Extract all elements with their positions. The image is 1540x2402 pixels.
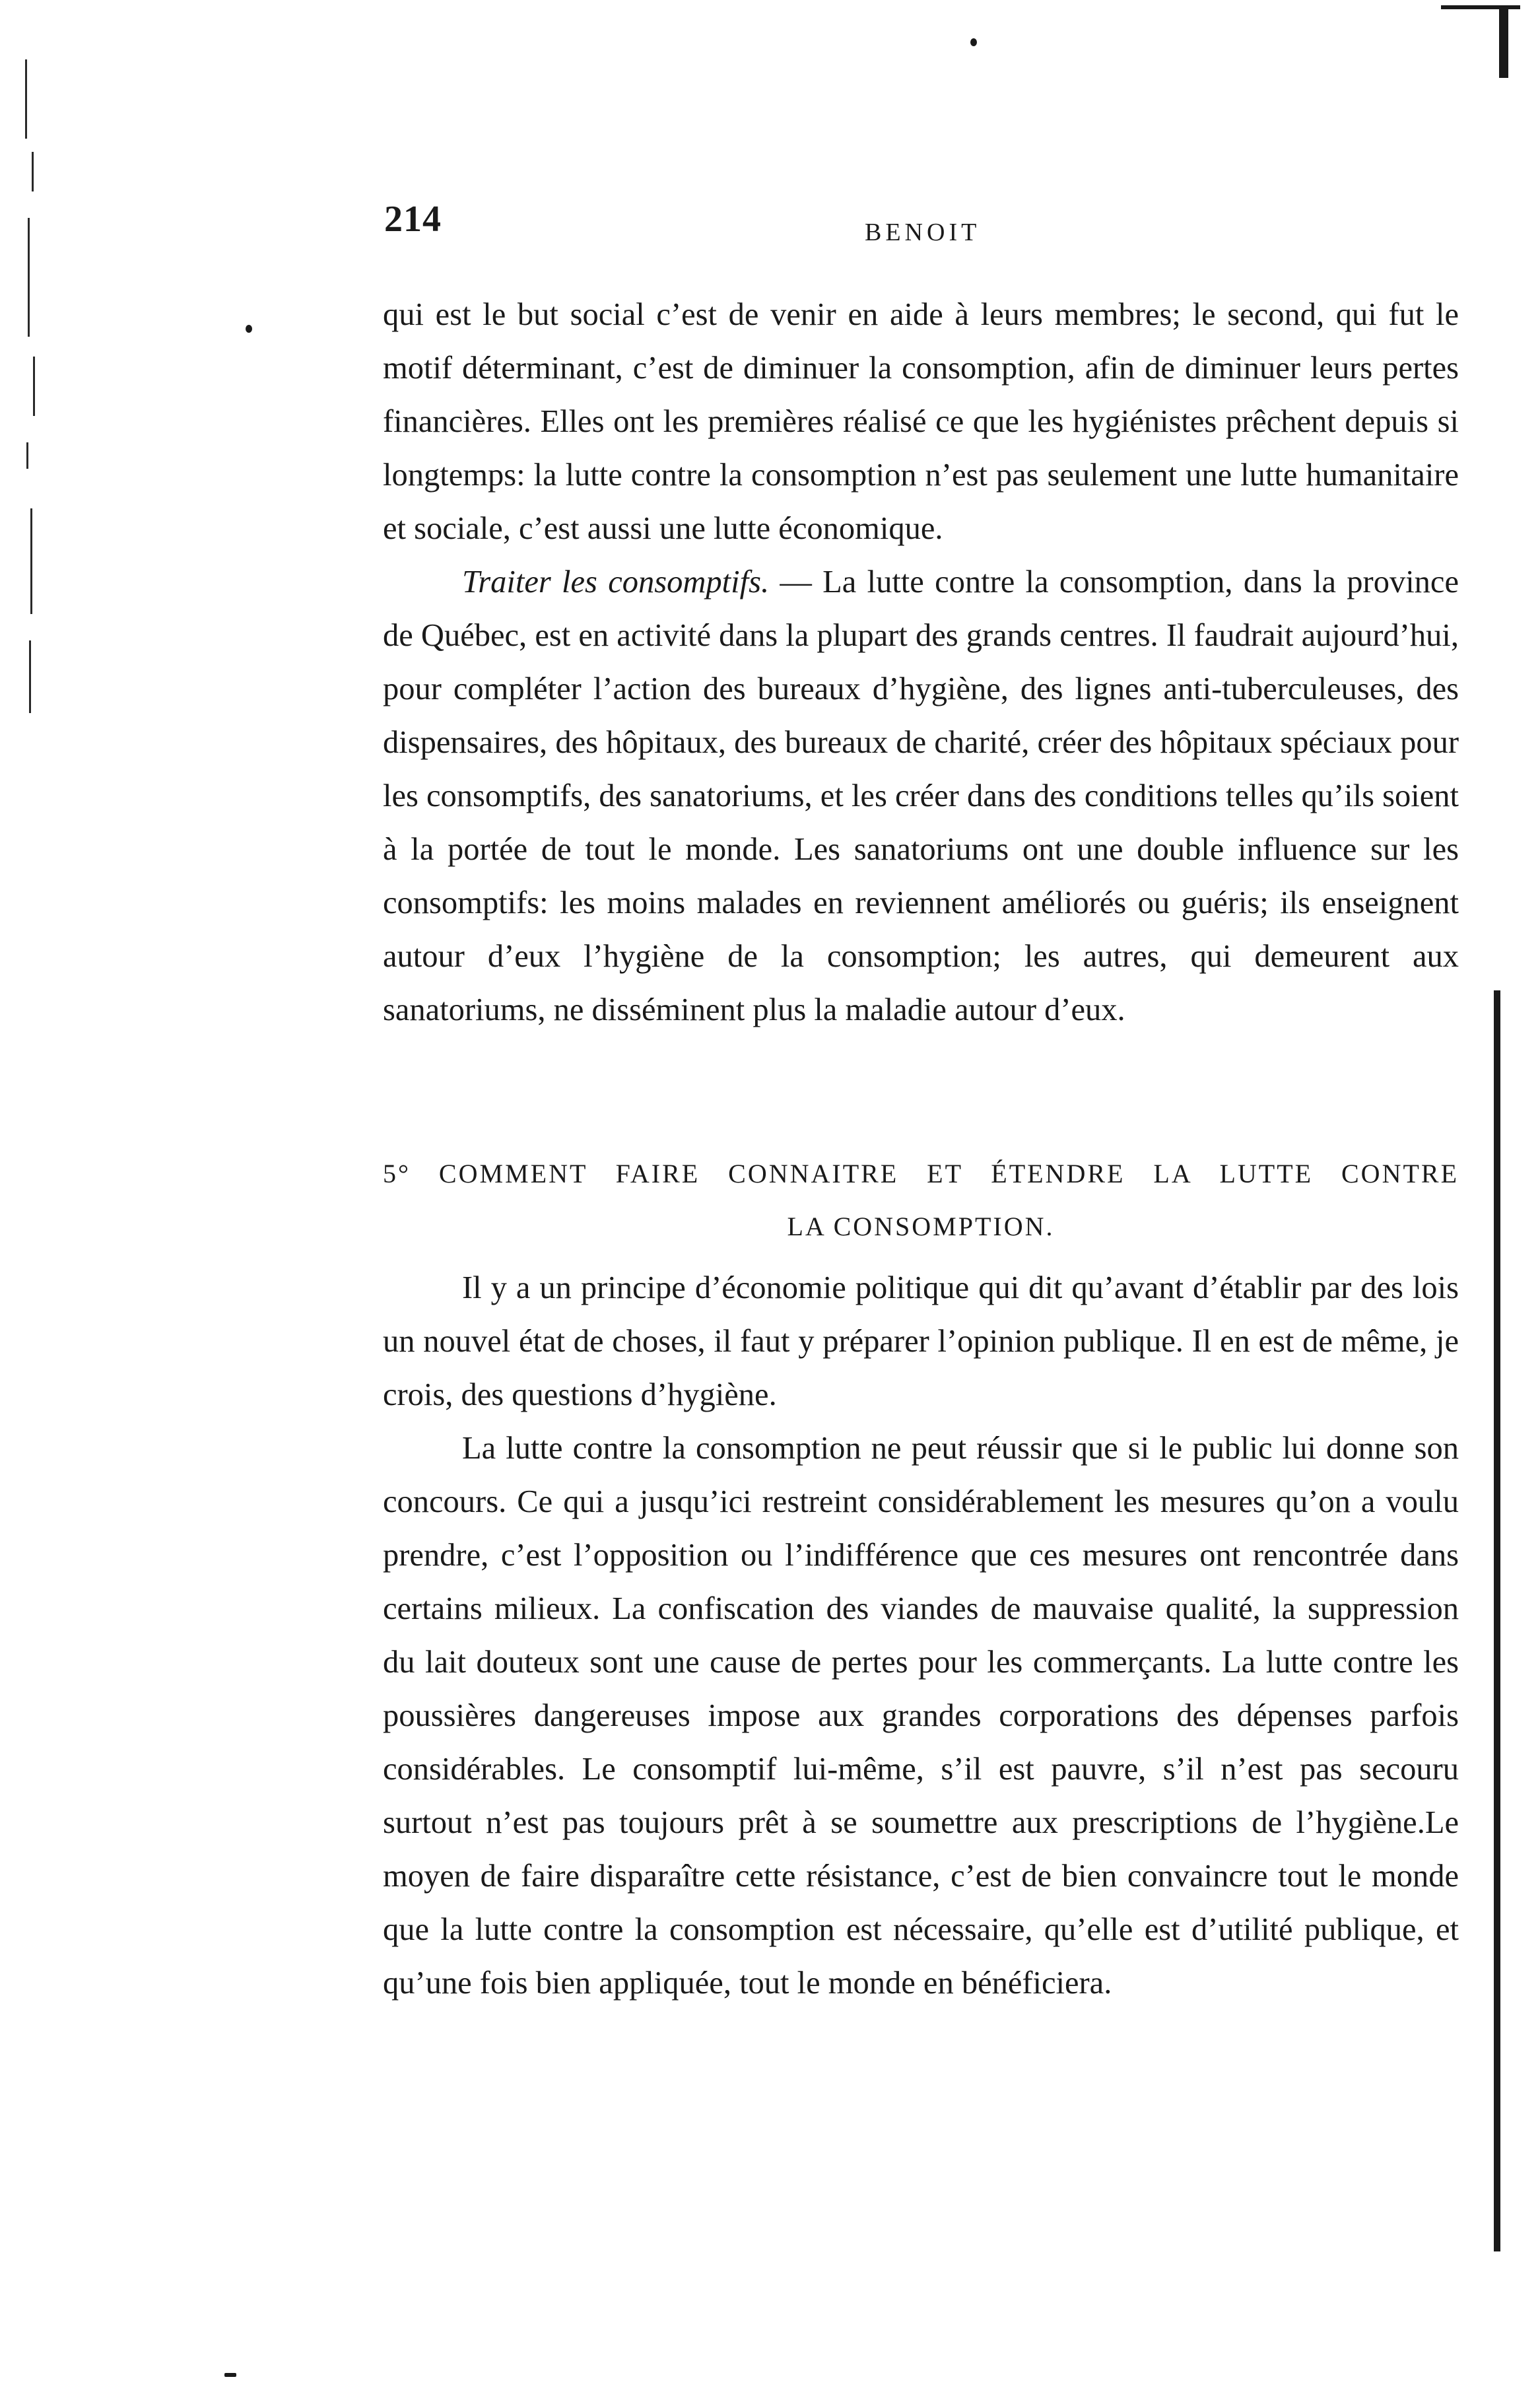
paragraph-lead-italic: Traiter les consomptifs.	[462, 565, 770, 600]
body-text-top	[383, 288, 1459, 1037]
scan-speck	[970, 38, 977, 46]
scan-corner-mark	[1441, 0, 1520, 92]
paragraph	[383, 1422, 1459, 2010]
scan-edge-rule	[1494, 990, 1500, 2251]
paragraph-text: qui est le but social c’est de venir en aide à leurs membres; le second, qui fut le motif déterminant, c’est de diminuer la consomption, afin de diminuer leurs pertes financières. Elles ont les premières réalisé ce que les hygiénistes prêchent depuis si longtemps: la lutte contre la consomption n’est pas seulement une lutte humanitaire et sociale, c’est aussi une lutte économique.	[383, 297, 1459, 546]
section-heading-line: 5° COMMENT FAIRE CONNAITRE ET ÉTENDRE LA LUTTE CONTRE	[383, 1159, 1459, 1188]
scan-speck	[246, 325, 252, 333]
paragraph-text: — La lutte contre la consomption, dans la province de Québec, est en activité dans la plupart des grands centres. Il faudrait aujourd’hui, pour compléter l’action des bureaux d’hygiène, des lignes anti-tuberculeuses, des dispensaires, des hôpitaux, des bureaux de charité, créer des hôpitaux spéciaux pour les consomptifs, des sanatoriums, et les créer dans des conditions telles qu’ils soient à la portée de tout le monde. Les sanatoriums ont une double influence sur les consomptifs: les moins malades en reviennent améliorés ou guéris; ils enseignent autour d’eux l’hygiène de la consomption; les autres, qui demeurent aux sanatoriums, ne disséminent plus la maladie autour d’eux.	[383, 565, 1459, 1027]
scan-speck	[224, 2373, 236, 2377]
paragraph	[383, 288, 1459, 555]
paragraph-text: Il y a un principe d’économie politique qui dit qu’avant d’établir par des lois un nouvel état de choses, il faut y préparer l’opinion publique. Il en est de même, je crois, des questions d’hygiène.	[383, 1270, 1459, 1412]
paragraph	[383, 1261, 1459, 1422]
paragraph	[383, 555, 1459, 1037]
section-heading	[383, 1148, 1459, 1253]
running-head: BENOIT	[865, 219, 981, 246]
paragraph-text: La lutte contre la consomption ne peut réussir que si le public lui donne son concours. Ce qui a jusqu’ici restreint considérablement les mesures qu’on a voulu prendre, c’est l’opposition ou l’indifférence que ces mesures ont rencontrée dans certains milieux. La confiscation des viandes de mauvaise qualité, la suppression du lait douteux sont une cause de pertes pour les commerçants. La lutte contre les poussières dangereuses impose aux grandes corporations des dépenses parfois considérables. Le consomptif lui-même, s’il est pauvre, s’il n’est pas secouru surtout n’est pas toujours prêt à se soumettre aux prescriptions de l’hygiène.Le moyen de faire disparaître cette résistance, c’est de bien convaincre tout le monde que la lutte contre la consomption est nécessaire, qu’elle est d’utilité publique, et qu’une fois bien appliquée, tout le monde en bénéficiera.	[383, 1431, 1459, 2001]
section-heading-line: LA CONSOMPTION.	[787, 1212, 1055, 1241]
scan-margin-marks	[20, 46, 46, 839]
body-text-bottom	[383, 1261, 1459, 2010]
page-number: 214	[384, 199, 442, 240]
